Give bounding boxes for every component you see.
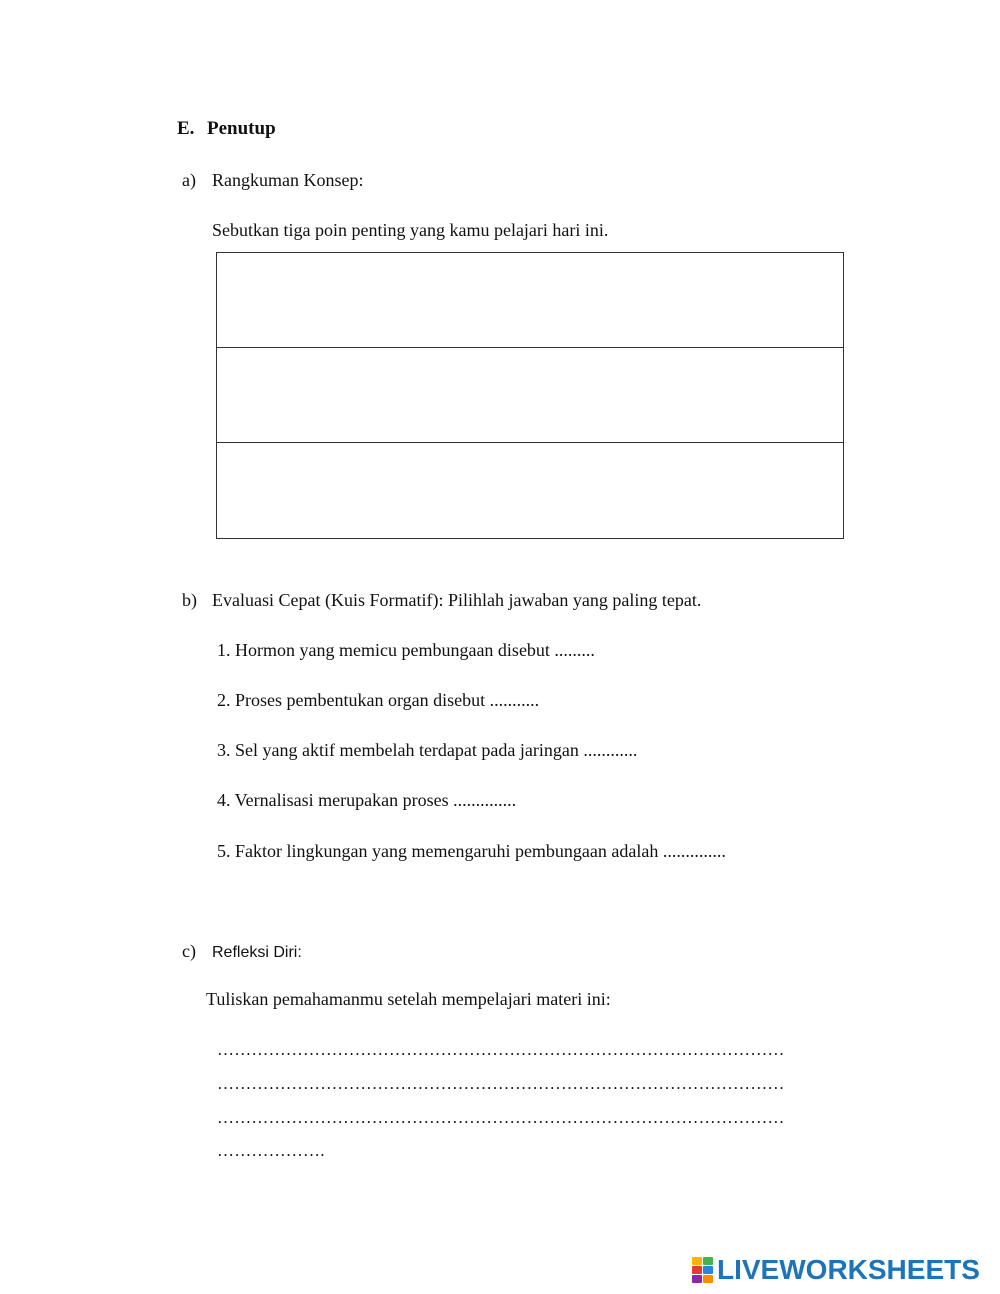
summary-answer-box-2[interactable] xyxy=(217,348,843,443)
summary-answer-table xyxy=(216,252,844,539)
logo-block xyxy=(692,1266,702,1274)
reflection-answer-line-4[interactable]: ………………. xyxy=(217,1141,325,1160)
reflection-answer-line-1[interactable]: ……………………………………………………………………………………… xyxy=(217,1040,785,1059)
liveworksheets-logo-text: LIVEWORKSHEETS xyxy=(717,1254,980,1285)
logo-block xyxy=(703,1257,713,1265)
quiz-question-4: 4. Vernalisasi merupakan proses .............. xyxy=(217,790,517,810)
reflection-answer-line-2[interactable]: ……………………………………………………………………………………… xyxy=(217,1074,785,1093)
quiz-question-3: 3. Sel yang aktif membelah terdapat pada jaringan ............ xyxy=(217,740,638,760)
liveworksheets-logo xyxy=(692,1254,980,1286)
quiz-question-2: 2. Proses pembentukan organ disebut ........... xyxy=(217,690,540,710)
section-number: E. xyxy=(177,118,195,139)
liveworksheets-logo-mark xyxy=(692,1257,714,1283)
section-heading xyxy=(177,118,276,140)
logo-block xyxy=(703,1275,713,1283)
part-a-letter: a) xyxy=(182,170,196,190)
part-a-instruction: Sebutkan tiga poin penting yang kamu pelajari hari ini. xyxy=(212,220,609,240)
quiz-question-5: 5. Faktor lingkungan yang memengaruhi pembungaan adalah .............. xyxy=(217,841,726,861)
reflection-answer-line-3[interactable]: ……………………………………………………………………………………… xyxy=(217,1108,785,1127)
part-b-letter: b) xyxy=(182,590,197,610)
part-b-heading xyxy=(182,590,701,611)
part-c-instruction: Tuliskan pemahamanmu setelah mempelajari materi ini: xyxy=(206,989,611,1009)
part-a-heading xyxy=(182,170,363,191)
logo-block xyxy=(692,1275,702,1283)
part-b-title: Evaluasi Cepat (Kuis Formatif): Pilihlah jawaban yang paling tepat. xyxy=(212,590,702,610)
quiz-question-1: 1. Hormon yang memicu pembungaan disebut ......... xyxy=(217,640,595,660)
summary-answer-box-3[interactable] xyxy=(217,443,843,538)
section-title: Penutup xyxy=(207,118,276,139)
part-c-title: Refleksi Diri: xyxy=(212,944,302,961)
part-a-title: Rangkuman Konsep: xyxy=(212,170,364,190)
part-c-heading xyxy=(182,941,302,962)
summary-answer-box-1[interactable] xyxy=(217,253,843,348)
logo-block xyxy=(692,1257,702,1265)
logo-block xyxy=(703,1266,713,1274)
part-c-letter: c) xyxy=(182,941,196,961)
